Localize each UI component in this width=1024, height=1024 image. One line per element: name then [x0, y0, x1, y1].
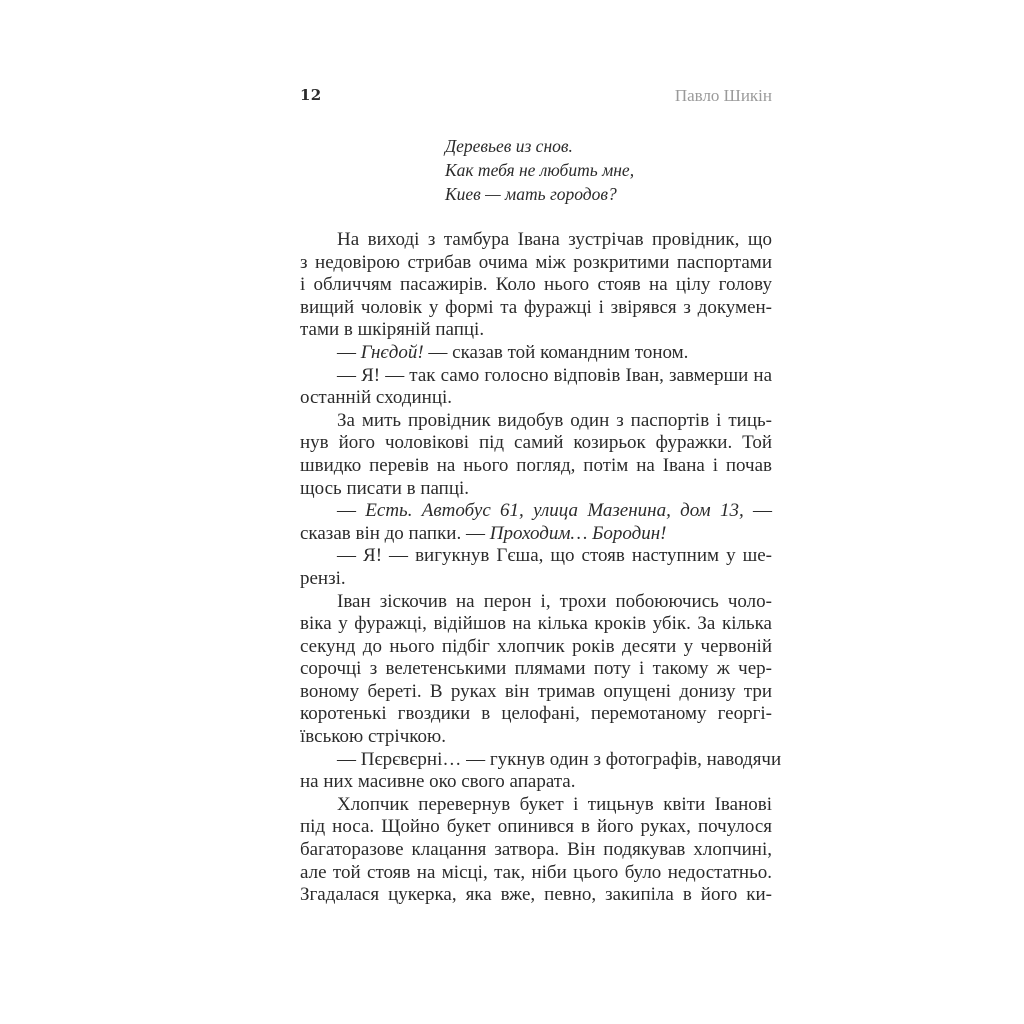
text-segment: з недовірою стрибав очима між розкритими паспортами	[300, 251, 772, 273]
text-line	[300, 229, 772, 252]
text-line	[300, 297, 772, 320]
book-page	[300, 0, 782, 1024]
text-segment: ївською стрічкою.	[300, 726, 446, 748]
text-segment: Згадалася цукерка, яка вже, певно, закипіла в його ки-	[300, 884, 772, 906]
text-line	[300, 658, 772, 681]
text-line	[300, 816, 772, 839]
text-segment: під носа. Щойно букет опинився в його руках, почулося	[300, 816, 772, 838]
text-segment: коротенькі гвоздики в целофані, перемотаному георгі-	[300, 703, 772, 725]
verse-line: Как тебя не любить мне,	[445, 160, 635, 180]
text-segment: сорочці з велетенськими плямами поту і такому ж чер-	[300, 658, 772, 680]
verse-epigraph	[445, 134, 634, 206]
text-segment: За мить провідник видобув один з паспортів і тиць-	[337, 409, 772, 431]
text-line	[300, 365, 772, 388]
verse-line: Деревьев из снов.	[445, 136, 573, 156]
text-line	[300, 500, 772, 523]
text-line	[300, 410, 772, 433]
italic-speech: Гнєдой!	[360, 341, 424, 363]
text-line	[300, 591, 772, 614]
text-segment: — Пєрєвєрні… — гукнув один з фотографів, наводячи	[337, 748, 782, 770]
italic-speech: Проходим… Бородин!	[489, 522, 667, 544]
text-segment: секунд до нього підбіг хлопчик років десяти у червоній	[300, 635, 772, 657]
text-segment: багаторазове клацання затвора. Він подякував хлопчині,	[300, 839, 772, 861]
body-text	[300, 229, 782, 907]
text-line	[300, 862, 772, 885]
text-line	[300, 523, 772, 546]
text-segment: — Я! — так само голосно відповів Іван, завмерши на	[337, 364, 772, 386]
text-line	[300, 681, 772, 704]
text-line	[300, 771, 772, 794]
text-line	[300, 613, 772, 636]
text-segment: вищий чоловік у формі та фуражці і звірявся з докумен-	[300, 296, 772, 318]
text-segment: рензі.	[300, 567, 346, 589]
text-line	[300, 274, 772, 297]
text-segment: і обличчям пасажирів. Коло нього стояв на цілу голову	[300, 274, 772, 296]
text-segment: останній сходинці.	[300, 387, 453, 409]
text-line	[300, 839, 772, 862]
text-segment: швидко перевів на нього погляд, потім на Івана і почав	[300, 454, 772, 476]
text-segment: віка у фуражці, відійшов на кілька кроків убік. За кілька	[300, 613, 772, 635]
page-number: 12	[300, 86, 322, 104]
text-segment: —	[743, 500, 772, 522]
text-segment: На виході з тамбура Івана зустрічав провідник, що	[337, 229, 772, 250]
text-line	[300, 568, 772, 591]
text-segment: Хлопчик перевернув букет і тицьнув квіти Іванові	[337, 793, 772, 815]
text-line	[300, 455, 772, 478]
text-line	[300, 342, 772, 365]
text-line	[300, 726, 772, 749]
text-segment: нув його чоловікові під самий козирьок фуражки. Той	[300, 432, 772, 454]
text-segment: на них масивне око свого апарата.	[300, 771, 576, 793]
text-segment: — Я! — вигукнув Гєша, що стояв наступним у ше-	[337, 545, 772, 567]
text-line	[300, 252, 772, 275]
text-line	[300, 794, 772, 817]
text-segment: щось писати в папці.	[300, 477, 470, 499]
text-line	[300, 748, 782, 772]
text-line	[300, 478, 772, 501]
text-line	[300, 884, 772, 907]
text-line	[300, 636, 772, 659]
text-line	[300, 387, 772, 410]
running-head	[300, 86, 772, 110]
text-segment: воному береті. В руках він тримав опущені донизу три	[300, 680, 772, 702]
text-segment: —	[337, 341, 361, 363]
text-segment: Іван зіскочив на перон і, трохи побоюючись чоло-	[337, 590, 772, 612]
text-line	[300, 319, 772, 342]
author-name: Павло Шикін	[674, 86, 772, 105]
italic-speech: Есть. Автобус 61, улица Мазенина, дом 13,	[365, 500, 744, 522]
text-line	[300, 432, 772, 455]
text-segment: тами в шкіряній папці.	[300, 319, 485, 341]
text-segment: —	[337, 500, 366, 522]
text-segment: — сказав той командним тоном.	[423, 341, 689, 363]
text-line	[300, 703, 772, 726]
text-segment: сказав він до папки. —	[300, 522, 490, 544]
verse-line: Киев — мать городов?	[445, 184, 617, 204]
text-line	[300, 545, 772, 568]
text-segment: але той стояв на місці, так, ніби цього було недостатньо.	[300, 861, 772, 883]
